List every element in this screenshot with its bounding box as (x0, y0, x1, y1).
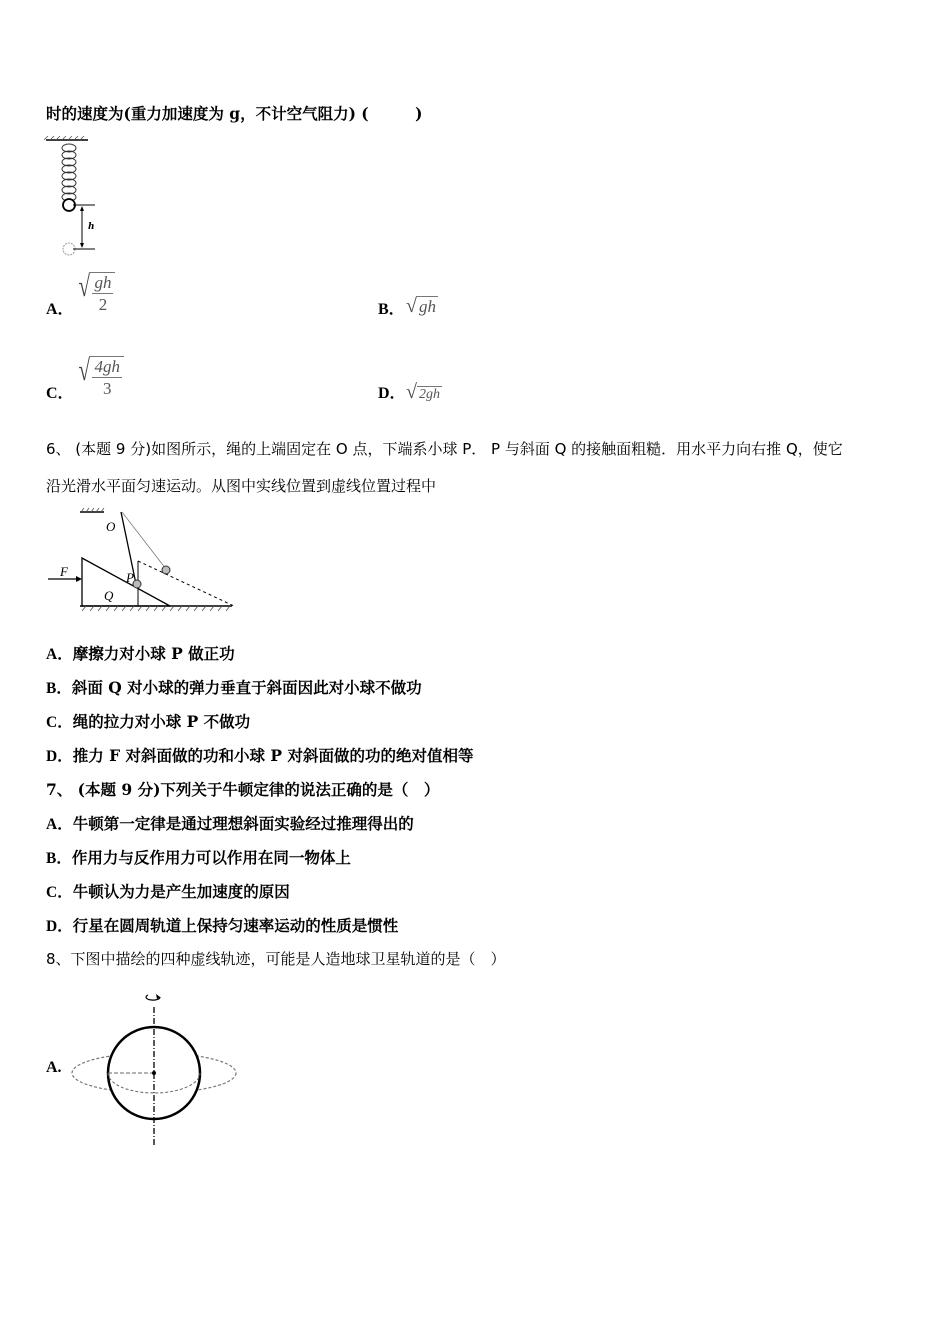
q6-option-a[interactable]: A．摩擦力对小球 P 做正功 (46, 644, 235, 663)
q7-option-d[interactable]: D．行星在圆周轨道上保持匀速率运动的性质是惯性 (46, 916, 399, 935)
q5-option-b[interactable]: √ gh (406, 295, 436, 317)
q5-option-a[interactable]: √ $\frac{gh}{2}$ (76, 272, 115, 316)
q6-option-d[interactable]: D．推力 F 对斜面做的功和小球 P 对斜面做的功的绝对值相等 (46, 746, 474, 765)
sqrt-icon: √ (78, 270, 90, 303)
label-q: Q (104, 588, 114, 603)
q5-option-b-label: B． (378, 301, 405, 318)
q5-stem: 时的速度为(重力加速度为 g，不计空气阻力) ( ) (46, 104, 423, 123)
sqrt-icon: √ (406, 381, 417, 403)
q5-option-a-label: A． (46, 301, 74, 318)
q7-option-a[interactable]: A．牛顿第一定律是通过理想斜面实验经过推理得出的 (46, 814, 414, 833)
sqrt-icon: √ (406, 295, 417, 317)
q5-option-d-label: D． (378, 385, 406, 402)
q5-option-c-label: C． (46, 385, 74, 402)
sqrt-icon: √ (78, 354, 90, 387)
earth-orbit-figure-a (70, 985, 245, 1150)
q8-stem: 8、下图中描绘的四种虚线轨迹，可能是人造地球卫星轨道的是（ ） (46, 950, 506, 968)
label-f: F (60, 564, 68, 579)
q6-stem-line1: 6、 (本题 9 分)如图所示，绳的上端固定在 O 点，下端系小球 P． P 与斜面 Q 的接触面粗糙．用水平力向右推 Q，使它 (46, 440, 843, 458)
q7-stem: 7、 (本题 9 分)下列关于牛顿定律的说法正确的是（ ） (46, 780, 440, 799)
spring-figure (44, 136, 104, 258)
label-h: h (88, 222, 95, 232)
q7-option-b[interactable]: B．作用力与反作用力可以作用在同一物体上 (46, 848, 351, 867)
q6-option-c[interactable]: C．绳的拉力对小球 P 不做功 (46, 712, 251, 731)
label-o: O (106, 519, 116, 534)
label-p: P (126, 570, 134, 585)
q7-option-c[interactable]: C．牛顿认为力是产生加速度的原因 (46, 882, 290, 901)
q5-option-c[interactable]: √ $\frac{4gh}{3}$ (76, 356, 124, 400)
q8-option-a-label[interactable]: A. (46, 1059, 62, 1076)
q5-option-d[interactable]: √ 2gh (406, 381, 440, 403)
incline-pendulum-figure (44, 502, 239, 617)
q6-option-b[interactable]: B．斜面 Q 对小球的弹力垂直于斜面因此对小球不做功 (46, 678, 422, 697)
q6-stem-line2: 沿光滑水平面匀速运动。从图中实线位置到虚线位置过程中 (46, 477, 437, 495)
